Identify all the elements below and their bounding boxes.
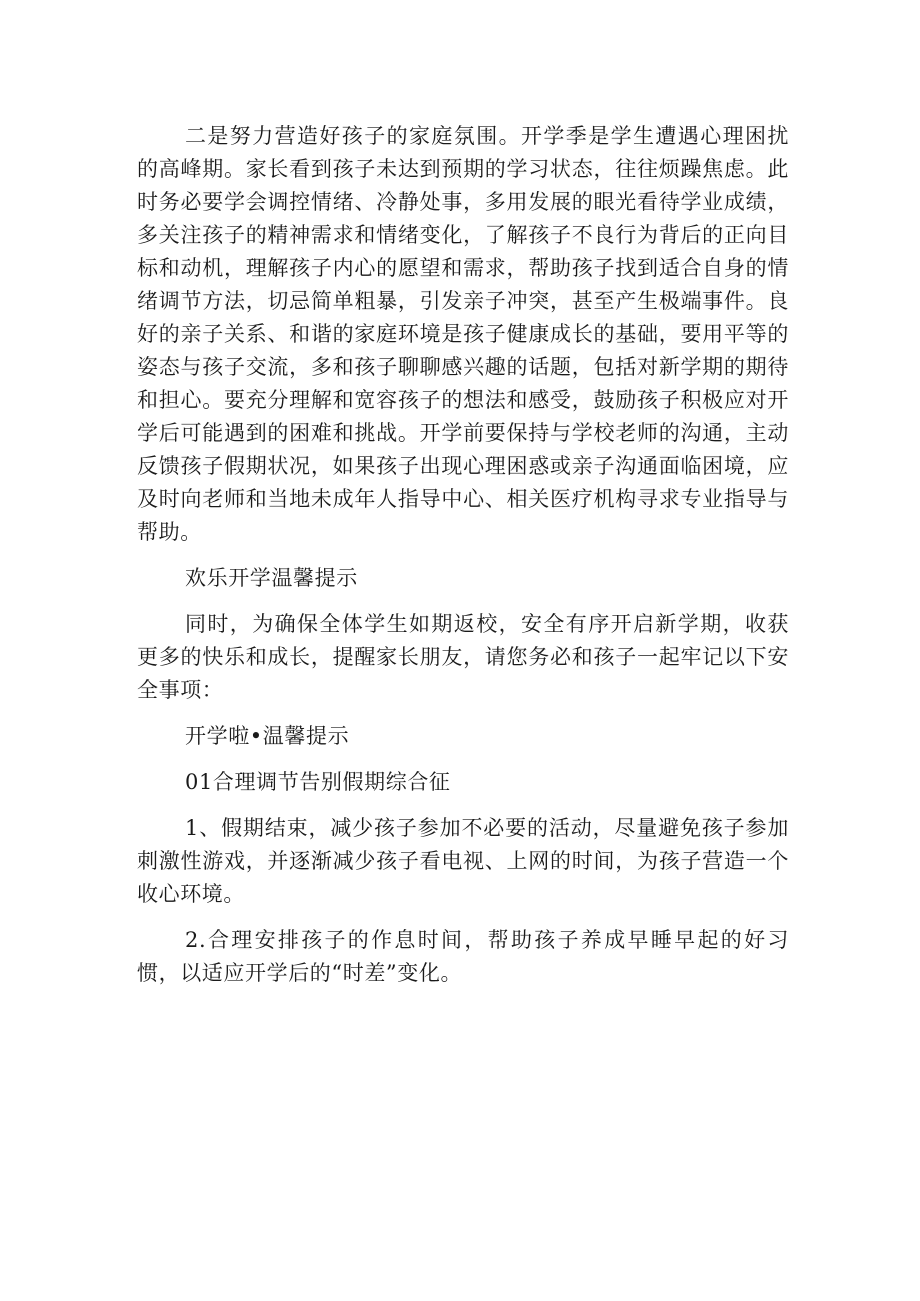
list-item-schedule: 2.合理安排孩子的作息时间，帮助孩子养成早睡早起的好习惯，以适应开学后的“时差”变化。 — [137, 928, 789, 985]
list-item-reduce-activities: 1、假期结束，减少孩子参加不必要的活动，尽量避免孩子参加刺激性游戏，并逐渐减少孩子看电视、上网的时间，为孩子营造一个收心环境。 — [137, 816, 789, 906]
section-heading-welcome-tips: 欢乐开学温馨提示 — [185, 566, 358, 590]
paragraph-safety-intro: 同时，为确保全体学生如期返校，安全有序开启新学期，收获更多的快乐和成长，提醒家长朋友，请您务必和孩子一起牢记以下安全事项： — [137, 612, 789, 702]
paragraph-family-atmosphere: 二是努力营造好孩子的家庭氛围。开学季是学生遭遇心理困扰的高峰期。家长看到孩子未达到预期的学习状态，往往烦躁焦虑。此时务必要学会调控情绪、冷静处事，多用发展的眼光看待学业成绩，多关注孩子的精神需求和情绪变化，了解孩子不良行为背后的正向目标和动机，理解孩子内心的愿望和需求，帮助孩子找到适合自身的情绪调节方法，切忌简单粗暴，引发亲子冲突，甚至产生极端事件。良好的亲子关系、和谐的家庭环境是孩子健康成长的基础，要用平等的姿态与孩子交流，多和孩子聊聊感兴趣的话题，包括对新学期的期待和担心。要充分理解和宽容孩子的想法和感受，鼓励孩子积极应对开学后可能遇到的困难和挑战。开学前要保持与学校老师的沟通，主动反馈孩子假期状况，如果孩子出现心理困惑或亲子沟通面临困境，应及时向老师和当地未成年人指导中心、相关医疗机构寻求专业指导与帮助。 — [137, 124, 789, 544]
section-heading-holiday-syndrome: 01合理调节告别假期综合征 — [185, 770, 451, 794]
section-heading-school-start-tips: 开学啦•温馨提示 — [185, 724, 350, 748]
document-body — [137, 120, 789, 1003]
